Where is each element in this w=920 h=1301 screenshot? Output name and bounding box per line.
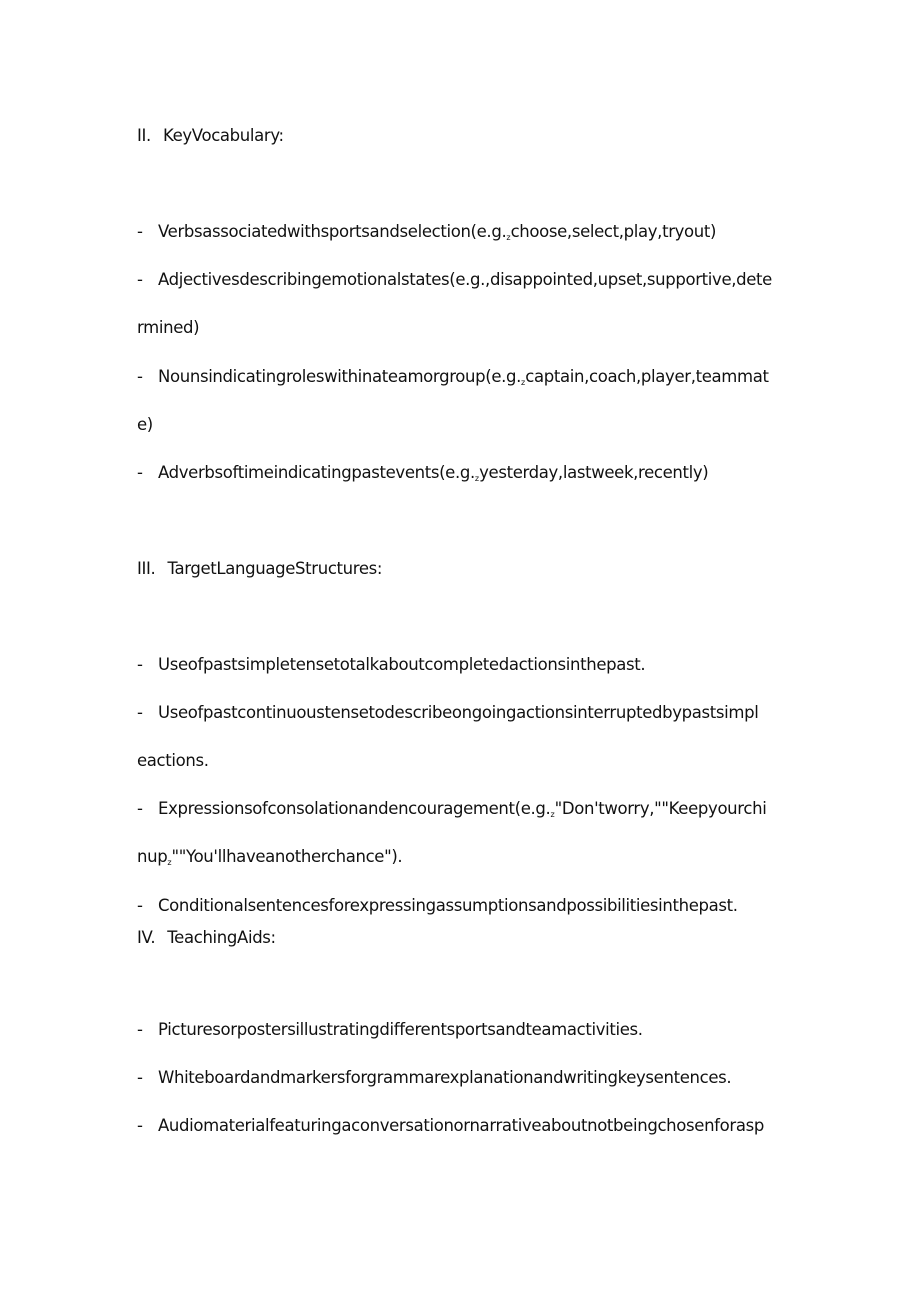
section-heading-teaching-aids — [137, 926, 276, 950]
item-text: Adjectivesdescribingemotionalstates(e.g.,disappointed,upset,supportive,dete — [158, 270, 772, 289]
item-text: Verbsassociatedwithsportsandselection(e.g. — [158, 222, 507, 241]
list-item — [137, 461, 708, 491]
bullet-dash: - — [137, 799, 143, 818]
section-title: TeachingAids: — [167, 928, 276, 947]
list-item — [137, 701, 759, 725]
bullet-dash: - — [137, 367, 143, 386]
section-numeral: IV. — [137, 928, 156, 947]
item-text: Conditionalsentencesforexpressingassumptionsandpossibilitiesinthepast. — [158, 896, 738, 915]
list-item-continuation — [137, 845, 402, 875]
list-item — [137, 268, 772, 292]
list-item — [137, 1066, 731, 1090]
list-item — [137, 653, 645, 677]
item-text: Useofpastcontinuoustensetodescribeongoingactionsinterruptedbypastsimpl — [158, 703, 759, 722]
list-item-continuation: rmined) — [137, 318, 200, 337]
list-item — [137, 1114, 764, 1138]
item-text: choose,select,play,tryout) — [510, 222, 717, 241]
list-item — [137, 365, 769, 395]
bullet-dash: - — [137, 655, 143, 674]
item-text: Audiomaterialfeaturingaconversationornarrativeaboutnotbeingchosenforasp — [158, 1116, 764, 1135]
subscript-mark: z — [550, 810, 555, 819]
item-text: Picturesorpostersillustratingdifferentsportsandteamactivities. — [158, 1020, 643, 1039]
list-item — [137, 1018, 643, 1042]
section-title: KeyVocabulary: — [162, 126, 284, 145]
item-text: Expressionsofconsolationandencouragement(e.g. — [158, 799, 551, 818]
list-item — [137, 220, 716, 250]
list-item-continuation: e) — [137, 415, 153, 434]
item-text: Adverbsoftimeindicatingpastevents(e.g. — [158, 463, 475, 482]
subscript-mark: z — [506, 233, 511, 242]
section-numeral: III. — [137, 559, 156, 578]
item-text: captain,coach,player,teammat — [525, 367, 769, 386]
item-text: yesterday,lastweek,recently) — [479, 463, 709, 482]
bullet-dash: - — [137, 270, 143, 289]
item-text: ""You'llhaveanotherchance"). — [171, 847, 403, 866]
bullet-dash: - — [137, 1020, 143, 1039]
subscript-mark: z — [521, 378, 526, 387]
list-item-continuation: eactions. — [137, 751, 209, 770]
item-text: nup — [137, 847, 168, 866]
bullet-dash: - — [137, 1068, 143, 1087]
subscript-mark: z — [167, 858, 172, 867]
subscript-mark: z — [474, 474, 480, 483]
list-item — [137, 797, 766, 827]
bullet-dash: - — [137, 1116, 143, 1135]
section-title: TargetLanguageStructures: — [167, 559, 383, 578]
list-item — [137, 894, 738, 918]
section-numeral: II. — [137, 126, 151, 145]
item-text: Useofpastsimpletensetotalkaboutcompletedactionsinthepast. — [158, 655, 646, 674]
section-heading-key-vocabulary — [137, 124, 284, 148]
bullet-dash: - — [137, 896, 143, 915]
item-text: Nounsindicatingroleswithinateamorgroup(e.g. — [158, 367, 522, 386]
bullet-dash: - — [137, 703, 143, 722]
bullet-dash: - — [137, 463, 143, 482]
bullet-dash: - — [137, 222, 143, 241]
section-heading-target-language-structures — [137, 557, 382, 581]
item-text: Whiteboardandmarkersforgrammarexplanationandwritingkeysentences. — [158, 1068, 732, 1087]
item-text: "Don'tworry,""Keepyourchi — [554, 799, 767, 818]
